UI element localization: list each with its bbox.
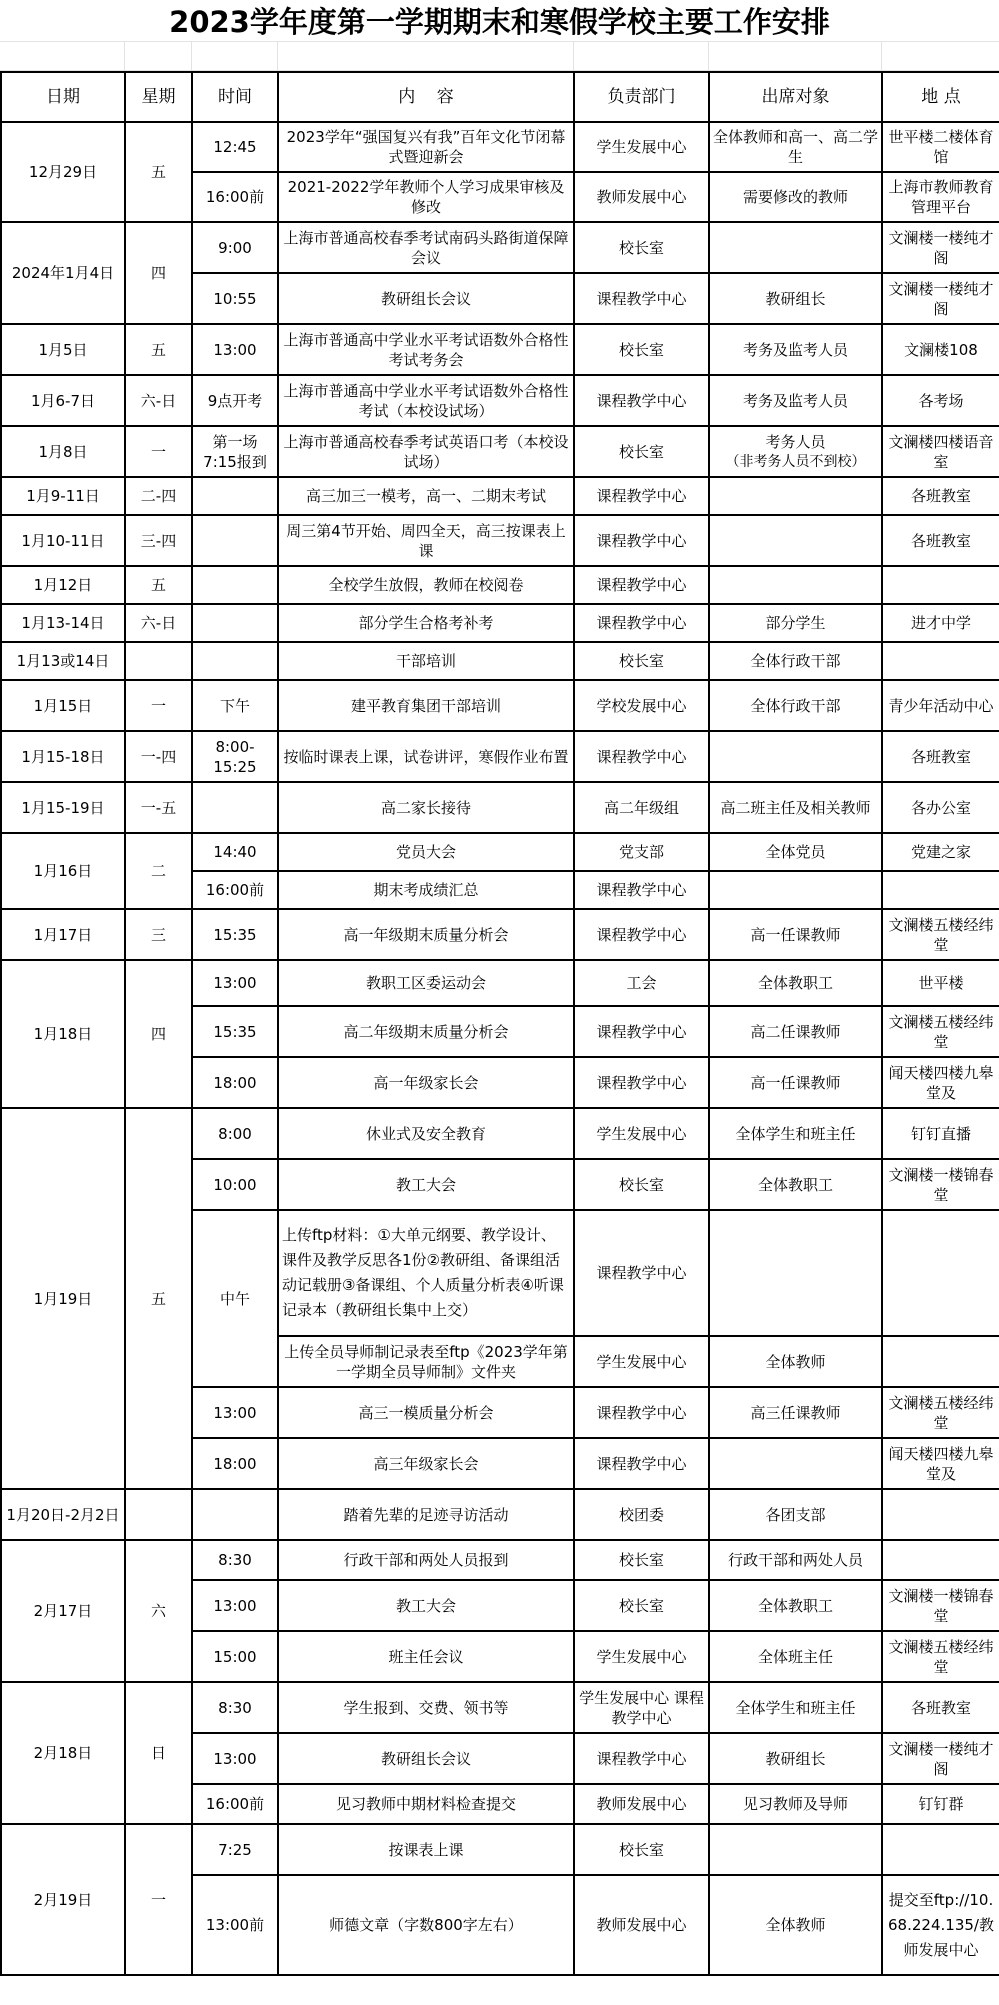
cell-date: 1月13或14日: [1, 642, 125, 680]
cell-time: 16:00前: [192, 1784, 278, 1824]
header-department: 负责部门: [574, 72, 709, 122]
cell-weekday: 五: [125, 1108, 192, 1489]
cell-attendees: 全体班主任: [709, 1631, 882, 1682]
cell-attendees: 高二班主任及相关教师: [709, 782, 882, 833]
schedule-table: [0, 71, 999, 1976]
cell-location: 文澜楼五楼经纬堂: [882, 1631, 999, 1682]
cell-department: 课程教学中心: [574, 477, 709, 515]
cell-location: 各班教室: [882, 1682, 999, 1733]
cell-time: 13:00: [192, 960, 278, 1006]
cell-content: 建平教育集团干部培训: [278, 680, 574, 731]
cell-time: 14:40: [192, 833, 278, 871]
cell-content: 高三加三一模考，高一、二期末考试: [278, 477, 574, 515]
cell-location: 文澜楼五楼经纬堂: [882, 909, 999, 960]
cell-time: 15:00: [192, 1631, 278, 1682]
cell-content: 干部培训: [278, 642, 574, 680]
cell-department: 课程教学中心: [574, 566, 709, 604]
cell-location: 上海市教师教育管理平台: [882, 172, 999, 222]
cell-attendees: 全体教职工: [709, 1159, 882, 1210]
cell-weekday: 五: [125, 324, 192, 375]
table-row: [1, 642, 999, 680]
cell-attendees: [709, 1824, 882, 1875]
cell-attendees: 考务及监考人员: [709, 375, 882, 426]
table-row: [1, 1540, 999, 1580]
cell-content: 行政干部和两处人员报到: [278, 1540, 574, 1580]
cell-department: 工会: [574, 960, 709, 1006]
cell-content: 见习教师中期材料检查提交: [278, 1784, 574, 1824]
table-row: [1, 324, 999, 375]
cell-department: 学生发展中心: [574, 1108, 709, 1159]
table-row: [1, 960, 999, 1006]
cell-location: [882, 1540, 999, 1580]
cell-location: 钉钉直播: [882, 1108, 999, 1159]
cell-department: 校长室: [574, 426, 709, 477]
cell-time: 16:00前: [192, 172, 278, 222]
cell-location: 各班教室: [882, 515, 999, 566]
cell-content: 高一年级家长会: [278, 1057, 574, 1108]
cell-attendees: [709, 515, 882, 566]
cell-content: 上传ftp材料：①大单元纲要、教学设计、课件及教学反思各1份②教研组、备课组活动记载册③备课组、个人质量分析表④听课记录本（教研组长集中上交）: [278, 1210, 574, 1336]
cell-attendees: 全体行政干部: [709, 642, 882, 680]
cell-content: 高二年级期末质量分析会: [278, 1006, 574, 1057]
cell-department: 校长室: [574, 324, 709, 375]
cell-attendees: 高二任课教师: [709, 1006, 882, 1057]
cell-content: 上海市普通高校春季考试南码头路街道保障会议: [278, 222, 574, 273]
cell-location: 各班教室: [882, 731, 999, 782]
cell-weekday: 二: [125, 833, 192, 909]
cell-date: 1月15-18日: [1, 731, 125, 782]
title-row: [0, 0, 999, 42]
cell-location: 党建之家: [882, 833, 999, 871]
table-row: [1, 477, 999, 515]
header-weekday: 星期: [125, 72, 192, 122]
cell-attendees: 全体学生和班主任: [709, 1682, 882, 1733]
cell-location: [882, 871, 999, 909]
cell-attendees: [709, 871, 882, 909]
cell-content: 班主任会议: [278, 1631, 574, 1682]
header-location: 地 点: [882, 72, 999, 122]
cell-department: 课程教学中心: [574, 909, 709, 960]
cell-date: 1月9-11日: [1, 477, 125, 515]
table-row: [1, 680, 999, 731]
cell-time: 13:00: [192, 1580, 278, 1631]
cell-department: 校长室: [574, 222, 709, 273]
table-row: [1, 909, 999, 960]
cell-content: 教职工区委运动会: [278, 960, 574, 1006]
blank-spacer-row: [0, 42, 999, 71]
cell-attendees: 部分学生: [709, 604, 882, 642]
cell-attendees: 高一任课教师: [709, 1057, 882, 1108]
cell-attendees: [709, 1438, 882, 1489]
table-row: [1, 515, 999, 566]
cell-location: 提交至ftp://10.68.224.135/教师发展中心: [882, 1875, 999, 1975]
cell-department: 教师发展中心: [574, 1875, 709, 1975]
cell-date: 2月17日: [1, 1540, 125, 1682]
cell-attendees: [709, 477, 882, 515]
cell-department: 课程教学中心: [574, 1006, 709, 1057]
cell-department: 学生发展中心 课程教学中心: [574, 1682, 709, 1733]
table-row: [1, 1108, 999, 1159]
cell-department: 学生发展中心: [574, 1336, 709, 1387]
cell-location: 各办公室: [882, 782, 999, 833]
cell-content: 期末考成绩汇总: [278, 871, 574, 909]
cell-weekday: 一: [125, 426, 192, 477]
cell-weekday: 四: [125, 960, 192, 1108]
cell-attendees: [709, 566, 882, 604]
cell-time: 8:00: [192, 1108, 278, 1159]
cell-weekday: 一: [125, 1824, 192, 1975]
cell-content: 高二家长接待: [278, 782, 574, 833]
cell-location: 各班教室: [882, 477, 999, 515]
cell-content: 踏着先辈的足迹寻访活动: [278, 1489, 574, 1540]
cell-time: 9:00: [192, 222, 278, 273]
cell-department: 课程教学中心: [574, 1057, 709, 1108]
cell-content: 高三年级家长会: [278, 1438, 574, 1489]
cell-time: [192, 782, 278, 833]
cell-department: 教师发展中心: [574, 172, 709, 222]
cell-time: 下午: [192, 680, 278, 731]
cell-attendees: 全体行政干部: [709, 680, 882, 731]
cell-time: 10:00: [192, 1159, 278, 1210]
cell-time: [192, 604, 278, 642]
cell-time: 9点开考: [192, 375, 278, 426]
cell-time: 18:00: [192, 1057, 278, 1108]
cell-department: 课程教学中心: [574, 871, 709, 909]
cell-weekday: 一-四: [125, 731, 192, 782]
cell-weekday: 四: [125, 222, 192, 324]
cell-time: 10:55: [192, 273, 278, 324]
cell-weekday: 三-四: [125, 515, 192, 566]
cell-date: 1月15日: [1, 680, 125, 731]
attendees-note: （非考务人员不到校）: [725, 453, 866, 470]
cell-department: 学生发展中心: [574, 1631, 709, 1682]
cell-weekday: 一-五: [125, 782, 192, 833]
cell-attendees: [709, 1210, 882, 1336]
cell-location: 文澜楼一楼锦春堂: [882, 1159, 999, 1210]
cell-content: 师德文章（字数800字左右）: [278, 1875, 574, 1975]
cell-department: 学校发展中心: [574, 680, 709, 731]
cell-department: 学生发展中心: [574, 122, 709, 172]
table-row: [1, 731, 999, 782]
cell-department: 课程教学中心: [574, 1733, 709, 1784]
cell-date: 2024年1月4日: [1, 222, 125, 324]
cell-location: 文澜楼五楼经纬堂: [882, 1006, 999, 1057]
cell-attendees: 考务及监考人员: [709, 324, 882, 375]
cell-time: [192, 566, 278, 604]
cell-date: 1月19日: [1, 1108, 125, 1489]
cell-weekday: [125, 1489, 192, 1540]
cell-time: 13:00前: [192, 1875, 278, 1975]
cell-location: 世平楼: [882, 960, 999, 1006]
cell-department: 高二年级组: [574, 782, 709, 833]
cell-attendees: 行政干部和两处人员: [709, 1540, 882, 1580]
cell-time: 8:30: [192, 1682, 278, 1733]
cell-date: 1月18日: [1, 960, 125, 1108]
cell-content: 高三一模质量分析会: [278, 1387, 574, 1438]
cell-date: 1月10-11日: [1, 515, 125, 566]
table-row: [1, 604, 999, 642]
cell-department: 课程教学中心: [574, 1438, 709, 1489]
cell-content: 上海市普通高校春季考试英语口考（本校设试场）: [278, 426, 574, 477]
cell-content: 2023学年“强国复兴有我”百年文化节闭幕式暨迎新会: [278, 122, 574, 172]
cell-weekday: 五: [125, 566, 192, 604]
cell-date: 1月20日-2月2日: [1, 1489, 125, 1540]
table-row: [1, 375, 999, 426]
cell-department: 校团委: [574, 1489, 709, 1540]
cell-location: 青少年活动中心: [882, 680, 999, 731]
cell-date: 1月5日: [1, 324, 125, 375]
cell-date: 1月16日: [1, 833, 125, 909]
cell-content: 按课表上课: [278, 1824, 574, 1875]
cell-time: [192, 515, 278, 566]
header-content: 内 容: [278, 72, 574, 122]
cell-content: 全校学生放假，教师在校阅卷: [278, 566, 574, 604]
cell-location: 文澜楼一楼纯才阁: [882, 273, 999, 324]
cell-time: [192, 642, 278, 680]
cell-weekday: 二-四: [125, 477, 192, 515]
table-row: [1, 426, 999, 477]
cell-content: 党员大会: [278, 833, 574, 871]
cell-content: 休业式及安全教育: [278, 1108, 574, 1159]
cell-location: 钉钉群: [882, 1784, 999, 1824]
cell-weekday: 三: [125, 909, 192, 960]
cell-department: 校长室: [574, 1580, 709, 1631]
cell-date: 1月8日: [1, 426, 125, 477]
table-row: [1, 566, 999, 604]
cell-attendees: 高三任课教师: [709, 1387, 882, 1438]
cell-content: 教工大会: [278, 1580, 574, 1631]
cell-department: 校长室: [574, 1824, 709, 1875]
table-row: [1, 122, 999, 172]
table-row: [1, 782, 999, 833]
cell-weekday: 六-日: [125, 375, 192, 426]
cell-content: 2021-2022学年教师个人学习成果审核及修改: [278, 172, 574, 222]
cell-location: 各考场: [882, 375, 999, 426]
cell-content: 按临时课表上课，试卷讲评，寒假作业布置: [278, 731, 574, 782]
cell-time: 7:25: [192, 1824, 278, 1875]
header-attendees: 出席对象: [709, 72, 882, 122]
cell-attendees: 全体教师: [709, 1875, 882, 1975]
cell-attendees: 全体教职工: [709, 960, 882, 1006]
cell-content: 周三第4节开始、周四全天，高三按课表上课: [278, 515, 574, 566]
cell-department: 校长室: [574, 1540, 709, 1580]
cell-department: 课程教学中心: [574, 731, 709, 782]
cell-content: 上传全员导师制记录表至ftp《2023学年第一学期全员导师制》文件夹: [278, 1336, 574, 1387]
cell-department: 课程教学中心: [574, 1387, 709, 1438]
cell-weekday: 六: [125, 1540, 192, 1682]
cell-time: 13:00: [192, 1387, 278, 1438]
cell-department: 课程教学中心: [574, 1210, 709, 1336]
cell-time: 8:30: [192, 1540, 278, 1580]
cell-attendees: [709, 222, 882, 273]
cell-time: 16:00前: [192, 871, 278, 909]
cell-location: 进才中学: [882, 604, 999, 642]
cell-location: 文澜楼五楼经纬堂: [882, 1387, 999, 1438]
cell-date: 12月29日: [1, 122, 125, 222]
table-row: [1, 833, 999, 871]
cell-attendees: 需要修改的教师: [709, 172, 882, 222]
cell-attendees: 高一任课教师: [709, 909, 882, 960]
cell-date: 1月17日: [1, 909, 125, 960]
cell-time: [192, 477, 278, 515]
cell-location: [882, 566, 999, 604]
cell-content: 教研组长会议: [278, 273, 574, 324]
table-row: [1, 222, 999, 273]
cell-weekday: 五: [125, 122, 192, 222]
cell-time: 8:00-15:25: [192, 731, 278, 782]
cell-date: 1月12日: [1, 566, 125, 604]
header-date: 日期: [1, 72, 125, 122]
cell-time: 15:35: [192, 1006, 278, 1057]
cell-location: 世平楼二楼体育馆: [882, 122, 999, 172]
cell-weekday: [125, 642, 192, 680]
cell-location: 文澜楼一楼纯才阁: [882, 222, 999, 273]
cell-time: 18:00: [192, 1438, 278, 1489]
cell-department: 课程教学中心: [574, 375, 709, 426]
cell-department: 课程教学中心: [574, 515, 709, 566]
cell-location: 文澜楼四楼语音室: [882, 426, 999, 477]
cell-location: 文澜楼一楼纯才阁: [882, 1733, 999, 1784]
cell-attendees: 全体教师和高一、高二学生: [709, 122, 882, 172]
attendees-main: 考务人员: [765, 432, 826, 451]
cell-department: 校长室: [574, 1159, 709, 1210]
cell-attendees: 全体学生和班主任: [709, 1108, 882, 1159]
header-row: [1, 72, 999, 122]
cell-attendees: 各团支部: [709, 1489, 882, 1540]
cell-time: 中午: [192, 1210, 278, 1387]
cell-date: 1月13-14日: [1, 604, 125, 642]
cell-attendees: [709, 731, 882, 782]
cell-content: 学生报到、交费、领书等: [278, 1682, 574, 1733]
cell-content: 教研组长会议: [278, 1733, 574, 1784]
cell-date: 2月19日: [1, 1824, 125, 1975]
cell-department: 校长室: [574, 642, 709, 680]
table-row: [1, 1682, 999, 1733]
cell-weekday: 六-日: [125, 604, 192, 642]
cell-content: 教工大会: [278, 1159, 574, 1210]
cell-department: 课程教学中心: [574, 273, 709, 324]
cell-time: [192, 1489, 278, 1540]
cell-location: [882, 1489, 999, 1540]
table-row: [1, 1824, 999, 1875]
cell-attendees: 教研组长: [709, 1733, 882, 1784]
cell-department: 教师发展中心: [574, 1784, 709, 1824]
cell-location: 闻天楼四楼九皋堂及: [882, 1057, 999, 1108]
cell-attendees: 全体教师: [709, 1336, 882, 1387]
page-title: 2023学年度第一学期期末和寒假学校主要工作安排: [169, 5, 830, 39]
cell-location: [882, 1824, 999, 1875]
header-time: 时间: [192, 72, 278, 122]
cell-time: 12:45: [192, 122, 278, 172]
cell-date: 1月15-19日: [1, 782, 125, 833]
cell-content: 部分学生合格考补考: [278, 604, 574, 642]
cell-location: [882, 1210, 999, 1336]
cell-attendees: 全体党员: [709, 833, 882, 871]
cell-location: [882, 642, 999, 680]
cell-attendees: 见习教师及导师: [709, 1784, 882, 1824]
cell-time: 第一场 7:15报到: [192, 426, 278, 477]
cell-location: 文澜楼108: [882, 324, 999, 375]
cell-date: 2月18日: [1, 1682, 125, 1824]
cell-attendees: 教研组长: [709, 273, 882, 324]
table-row: [1, 1489, 999, 1540]
cell-attendees: [709, 426, 882, 477]
cell-content: 上海市普通高中学业水平考试语数外合格性考试（本校设试场）: [278, 375, 574, 426]
cell-attendees: 全体教职工: [709, 1580, 882, 1631]
cell-content: 高一年级期末质量分析会: [278, 909, 574, 960]
cell-department: 党支部: [574, 833, 709, 871]
cell-date: 1月6-7日: [1, 375, 125, 426]
cell-content: 上海市普通高中学业水平考试语数外合格性考试考务会: [278, 324, 574, 375]
cell-department: 课程教学中心: [574, 604, 709, 642]
cell-location: [882, 1336, 999, 1387]
cell-time: 13:00: [192, 324, 278, 375]
cell-weekday: 日: [125, 1682, 192, 1824]
cell-time: 15:35: [192, 909, 278, 960]
cell-location: 文澜楼一楼锦春堂: [882, 1580, 999, 1631]
cell-weekday: 一: [125, 680, 192, 731]
cell-time: 13:00: [192, 1733, 278, 1784]
cell-location: 闻天楼四楼九皋堂及: [882, 1438, 999, 1489]
